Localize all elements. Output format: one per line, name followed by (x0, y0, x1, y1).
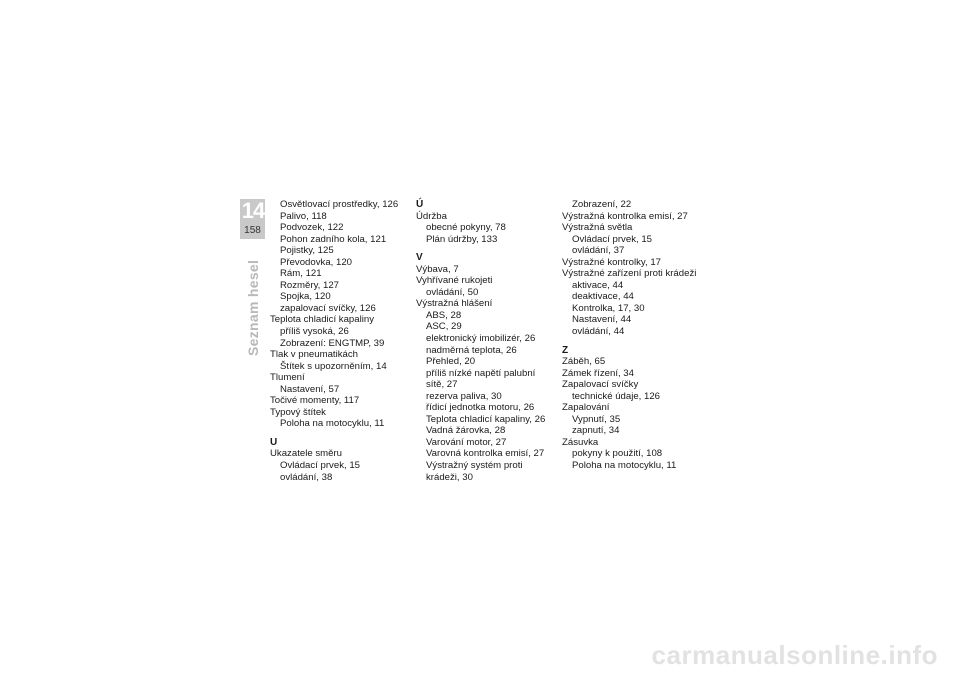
index-letter-heading: Ú (416, 199, 424, 210)
index-subentry: Rozměry, 127 (280, 279, 340, 291)
index-subentry: pokyny k použití, 108 (572, 448, 663, 460)
index-entry: Ukazatele směru (270, 448, 342, 460)
index-subentry: Nastavení, 44 (572, 314, 632, 326)
index-letter-heading: V (416, 252, 423, 264)
index-subentry: Osvětlovací prostředky, 126 (280, 199, 399, 210)
index-subentry: příliš nízké napětí palubní (426, 367, 536, 379)
index-subentry: Kontrolka, 17, 30 (572, 302, 645, 314)
index-entry: Výstražná světla (562, 222, 633, 234)
index-entry: Výbava, 7 (416, 263, 459, 275)
index-subentry: technické údaje, 126 (572, 390, 661, 402)
index-subentry: ovládání, 37 (572, 245, 625, 257)
index-subentry: Pojistky, 125 (280, 245, 334, 257)
index-subentry: Přehled, 20 (426, 356, 476, 368)
index-subentry: Podvozek, 122 (280, 222, 344, 234)
index-entry: Tlak v pneumatikách (270, 349, 358, 361)
index-column-1 (270, 199, 410, 483)
index-column-3 (562, 199, 702, 472)
index-subentry: Nastavení, 57 (280, 383, 340, 395)
index-subentry: Zobrazení: ENGTMP, 39 (280, 337, 385, 349)
chapter-number: 14 (241, 198, 265, 223)
index-letter-heading: U (270, 436, 278, 448)
index-subentry: krádeži, 30 (426, 471, 473, 483)
index-entry: Záběh, 65 (562, 356, 606, 368)
index-subentry: Rám, 121 (280, 268, 322, 280)
index-subentry: Výstražný systém proti (426, 460, 523, 472)
index-entry: Výstražná kontrolka emisí, 27 (562, 210, 688, 222)
index-subentry: ovládání, 50 (426, 286, 479, 298)
index-entry: Výstražná hlášení (416, 298, 493, 310)
index-entry: Výstražné kontrolky, 17 (562, 256, 662, 268)
index-subentry: ASC, 29 (426, 321, 462, 333)
index-subentry: Varování motor, 27 (426, 436, 507, 448)
index-subentry: řídicí jednotka motoru, 26 (426, 402, 535, 414)
index-entry: Zapalovací svíčky (562, 379, 639, 391)
index-subentry: Poloha na motocyklu, 11 (280, 418, 385, 430)
page-number: 158 (244, 225, 261, 236)
index-entry: Teplota chladicí kapaliny (270, 314, 374, 326)
index-letter-heading: Z (562, 344, 569, 356)
index-subentry: aktivace, 44 (572, 279, 624, 291)
index-entry: Výstražné zařízení proti krádeži (562, 268, 697, 280)
index-subentry: Spojka, 120 (280, 291, 331, 303)
index-subentry: Ovládací prvek, 15 (280, 460, 360, 472)
index-subentry: Převodovka, 120 (280, 256, 352, 268)
index-subentry: ABS, 28 (426, 309, 462, 321)
index-subentry: zapalovací svíčky, 126 (280, 302, 376, 314)
index-subentry: rezerva paliva, 30 (426, 390, 502, 402)
index-entry: Zapalování (562, 402, 610, 414)
index-subentry: Vypnutí, 35 (572, 413, 621, 425)
index-entry: Vyhřívané rukojeti (416, 275, 493, 287)
index-subentry: Ovládací prvek, 15 (572, 233, 652, 245)
index-entry: Zásuvka (562, 436, 599, 448)
index-subentry: Varovná kontrolka emisí, 27 (426, 448, 545, 460)
index-entry: Točivé momenty, 117 (270, 395, 360, 407)
index-subentry: Palivo, 118 (280, 210, 327, 222)
index-subentry: deaktivace, 44 (572, 291, 634, 303)
index-subentry: ovládání, 44 (572, 326, 625, 338)
index-subentry: ovládání, 38 (280, 471, 333, 483)
index-subentry: Štítek s upozorněním, 14 (280, 360, 387, 372)
index-column-2 (416, 199, 556, 483)
index-subentry: sítě, 27 (426, 379, 458, 391)
chapter-title: Seznam hesel (245, 259, 261, 356)
index-subentry: Poloha na motocyklu, 11 (572, 460, 677, 472)
index-entry: Zámek řízení, 34 (562, 367, 634, 379)
watermark: carmanualsonline.info (651, 640, 938, 670)
index-subentry: nadměrná teplota, 26 (426, 344, 517, 356)
index-entry: Typový štítek (270, 406, 326, 418)
index-subentry: příliš vysoká, 26 (280, 326, 349, 338)
index-subentry: zapnutí, 34 (572, 425, 620, 437)
index-subentry: Zobrazení, 22 (572, 199, 632, 210)
index-entry: Údržba (416, 210, 447, 222)
index-subentry: Pohon zadního kola, 121 (280, 233, 387, 245)
index-subentry: Plán údržby, 133 (426, 233, 498, 245)
index-subentry: Teplota chladicí kapaliny, 26 (426, 413, 546, 425)
index-subentry: Vadná žárovka, 28 (426, 425, 506, 437)
index-subentry: obecné pokyny, 78 (426, 222, 506, 234)
index-entry: Tlumení (270, 372, 305, 384)
index-subentry: elektronický imobilizér, 26 (426, 333, 536, 345)
